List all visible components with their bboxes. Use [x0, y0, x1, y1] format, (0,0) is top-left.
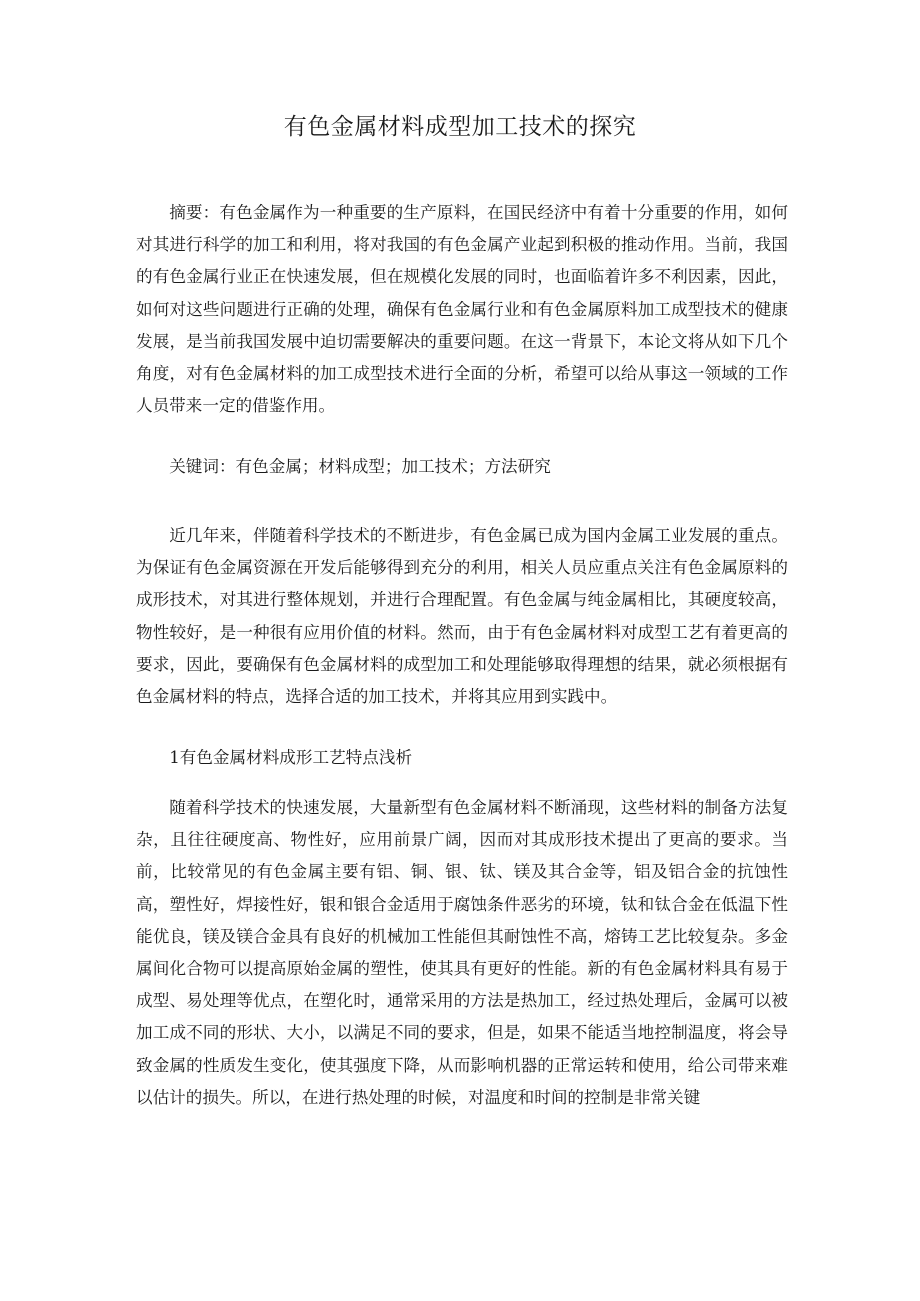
intro-paragraph: 近几年来，伴随着科学技术的不断进步，有色金属已成为国内金属工业发展的重点。为保证有色金属资源在开发后能够得到充分的利用，相关人员应重点关注有色金属原料的成形技术，对其进行整体规划，并进行合理配置。有色金属与纯金属相比，其硬度较高，物性较好，是一种很有应用价值的材料。然而，由于有色金属材料对成型工艺有着更高的要求，因此，要确保有色金属材料的成型加工和处理能够取得理想的结果，就必须根据有色金属材料的特点，选择合适的加工技术，并将其应用到实践中。: [136, 526, 788, 707]
section-1-heading: 1有色金属材料成形工艺特点浅析: [169, 748, 413, 767]
section-1-body-paragraph: 随着科学技术的快速发展，大量新型有色金属材料不断涌现，这些材料的制备方法复杂，且往往硬度高、物性好，应用前景广阔，因而对其成形技术提出了更高的要求。当前，比较常见的有色金属主要有铝、铜、银、钛、镁及其合金等，铝及铝合金的抗蚀性高，塑性好，焊接性好，银和银合金适用于腐蚀条件恶劣的环境，钛和钛合金在低温下性能优良，镁及镁合金具有良好的机械加工性能但其耐蚀性不高，熔铸工艺比较复杂。多金属间化合物可以提高原始金属的塑性，使其具有更好的性能。新的有色金属材料具有易于成型、易处理等优点，在塑化时，通常采用的方法是热加工，经过热处理后，金属可以被加工成不同的形状、大小，以满足不同的要求，但是，如果不能适当地控制温度，将会导致金属的性质发生变化，使其强度下降，从而影响机器的正常运转和使用，给公司带来难以估计的损失。所以，在进行热处理的时候，对温度和时间的控制是非常关键: [136, 798, 788, 1107]
abstract-paragraph: 摘要：有色金属作为一种重要的生产原料，在国民经济中有着十分重要的作用，如何对其进行科学的加工和利用，将对我国的有色金属产业起到积极的推动作用。当前，我国的有色金属行业正在快速发展，但在规模化发展的同时，也面临着许多不利因素，因此，如何对这些问题进行正确的处理，确保有色金属行业和有色金属原料加工成型技术的健康发展，是当前我国发展中迫切需要解决的重要问题。在这一背景下，本论文将从如下几个角度，对有色金属材料的加工成型技术进行全面的分析，希望可以给从事这一领域的工作人员带来一定的借鉴作用。: [136, 203, 788, 416]
keywords-paragraph: 关键词：有色金属；材料成型；加工技术；方法研究: [169, 457, 551, 476]
paper-title: 有色金属材料成型加工技术的探究: [283, 114, 637, 140]
